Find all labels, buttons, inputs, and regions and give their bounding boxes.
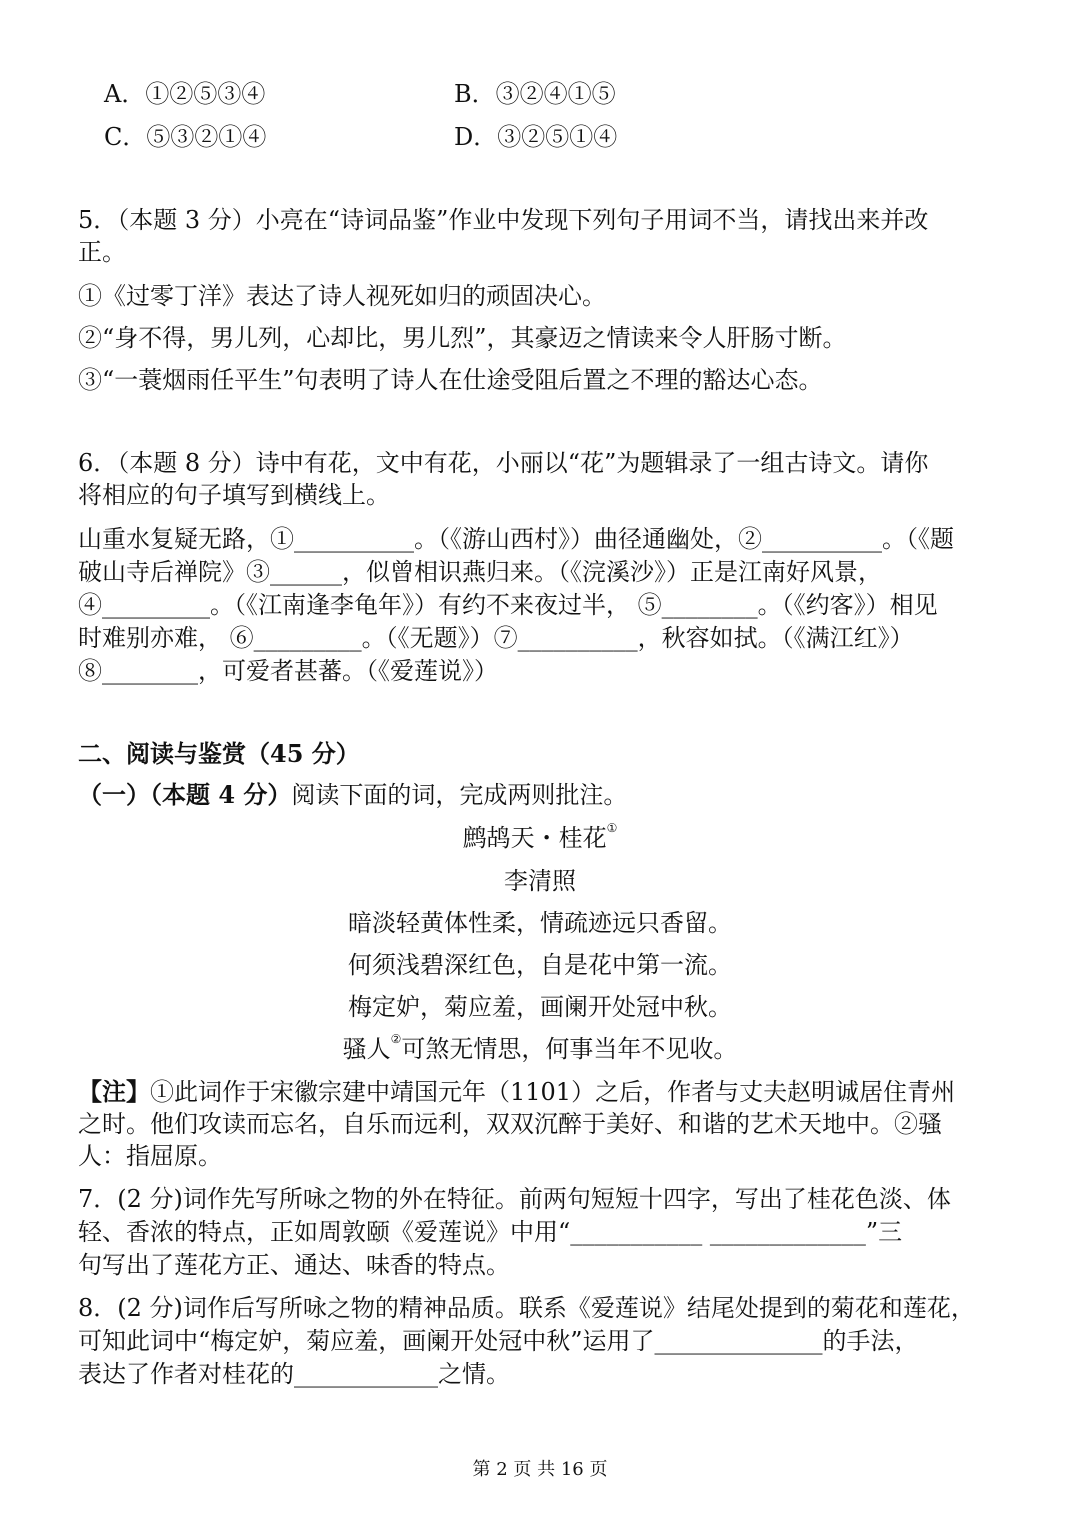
section2-heading: 二、阅读与鉴赏（45 分）	[78, 739, 360, 768]
part1-label: （一）（本题 4 分）	[78, 780, 292, 809]
poem-line-1: 暗淡轻黄体性柔，情疏迹远只香留。	[348, 909, 732, 937]
q5-item-2: ②“身不得，男儿列，心却比，男儿烈”，其豪迈之情读来令人肝肠寸断。	[78, 324, 847, 352]
poem-line-2: 何须浅碧深红色，自是花中第一流。	[348, 951, 732, 979]
q6-stem-line1: 6．（本题 8 分）诗中有花，文中有花，小丽以“花”为题辑录了一组古诗文。请你	[78, 449, 929, 477]
q5-item-1: ①《过零丁洋》表达了诗人视死如归的顽固决心。	[78, 282, 606, 310]
q4-option-b: B．③②④①⑤	[454, 80, 616, 108]
part1-text: 阅读下面的词，完成两则批注。	[291, 781, 628, 809]
q7-line1: 7．(2 分)词作先写所咏之物的外在特征。前两句短短十四字，写出了桂花色淡、体	[78, 1185, 951, 1213]
note-label: 【注】	[78, 1077, 150, 1106]
note-line1	[78, 1076, 955, 1108]
q5-item-3: ③“一蓑烟雨任平生”句表明了诗人在仕途受阻后置之不理的豁达心态。	[78, 366, 823, 394]
poem-line-4-note-mark: ②	[390, 1032, 402, 1046]
poem-author: 李清照	[504, 867, 576, 895]
q8-line1: 8．(2 分)词作后写所咏之物的精神品质。联系《爱莲说》结尾处提到的菊花和莲花，	[78, 1294, 975, 1322]
note-line3: 人：指屈原。	[78, 1142, 222, 1170]
poem-line-3: 梅定妒，菊应羞，画阑开处冠中秋。	[348, 993, 732, 1021]
poem-title-text: 鹧鸪天・桂花	[462, 824, 607, 852]
q4-option-c: C．⑤③②①④	[104, 123, 267, 151]
poem-line-4-a: 骚人	[342, 1035, 391, 1063]
page-footer: 第 2 页 共 16 页	[472, 1459, 608, 1480]
q6-fill-line5: ⑧________，可爱者甚蕃。（《爱莲说》）	[78, 657, 498, 685]
q4-option-a: A．①②⑤③④	[104, 80, 266, 108]
q4-option-d: D．③②⑤①④	[454, 123, 618, 151]
q7-line3: 句写出了莲花方正、通达、味香的特点。	[78, 1251, 510, 1279]
q7-line2: 轻、香浓的特点，正如周敦颐《爱莲说》中用“___________ _____________”三	[78, 1218, 903, 1246]
q8-line2: 可知此词中“梅定妒，菊应羞，画阑开处冠中秋”运用了______________的手法，	[78, 1327, 919, 1355]
note-line2: 之时。他们攻读而忘名，自乐而远利，双双沉醉于美好、和谐的艺术天地中。②骚	[78, 1110, 942, 1138]
poem-title	[0, 822, 1080, 854]
q8-line3: 表达了作者对桂花的____________之情。	[78, 1360, 510, 1388]
section2-part1	[78, 779, 627, 811]
q6-fill-line4: 时难别亦难， ⑥_________。（《无题》）⑦__________，秋容如拭。（《满江红》）	[78, 624, 914, 652]
q6-fill-line3: ④_________。（《江南逢李龟年》）有约不来夜过半， ⑤________。（《约客》）相见	[78, 591, 938, 619]
poem-line-4	[0, 1033, 1080, 1065]
q5-stem-line2: 正。	[78, 238, 126, 266]
q5-stem-line1: 5．（本题 3 分）小亮在“诗词品鉴”作业中发现下列句子用词不当，请找出来并改	[78, 206, 929, 234]
poem-line-4-b: 可煞无情思，何事当年不见收。	[401, 1035, 738, 1063]
q6-stem-line2: 将相应的句子填写到横线上。	[78, 481, 390, 509]
note-line1-text: ①此词作于宋徽宗建中靖国元年（1101）之后，作者与丈夫赵明诚居住青州	[150, 1078, 956, 1106]
q6-fill-line2: 破山寺后禅院》③______，似曾相识燕归来。（《浣溪沙》）正是江南好风景，	[78, 558, 882, 586]
q6-fill-line1: 山重水复疑无路，①__________。（《游山西村》）曲径通幽处，②__________。（《题	[78, 525, 954, 553]
poem-title-note-mark: ①	[606, 821, 618, 835]
